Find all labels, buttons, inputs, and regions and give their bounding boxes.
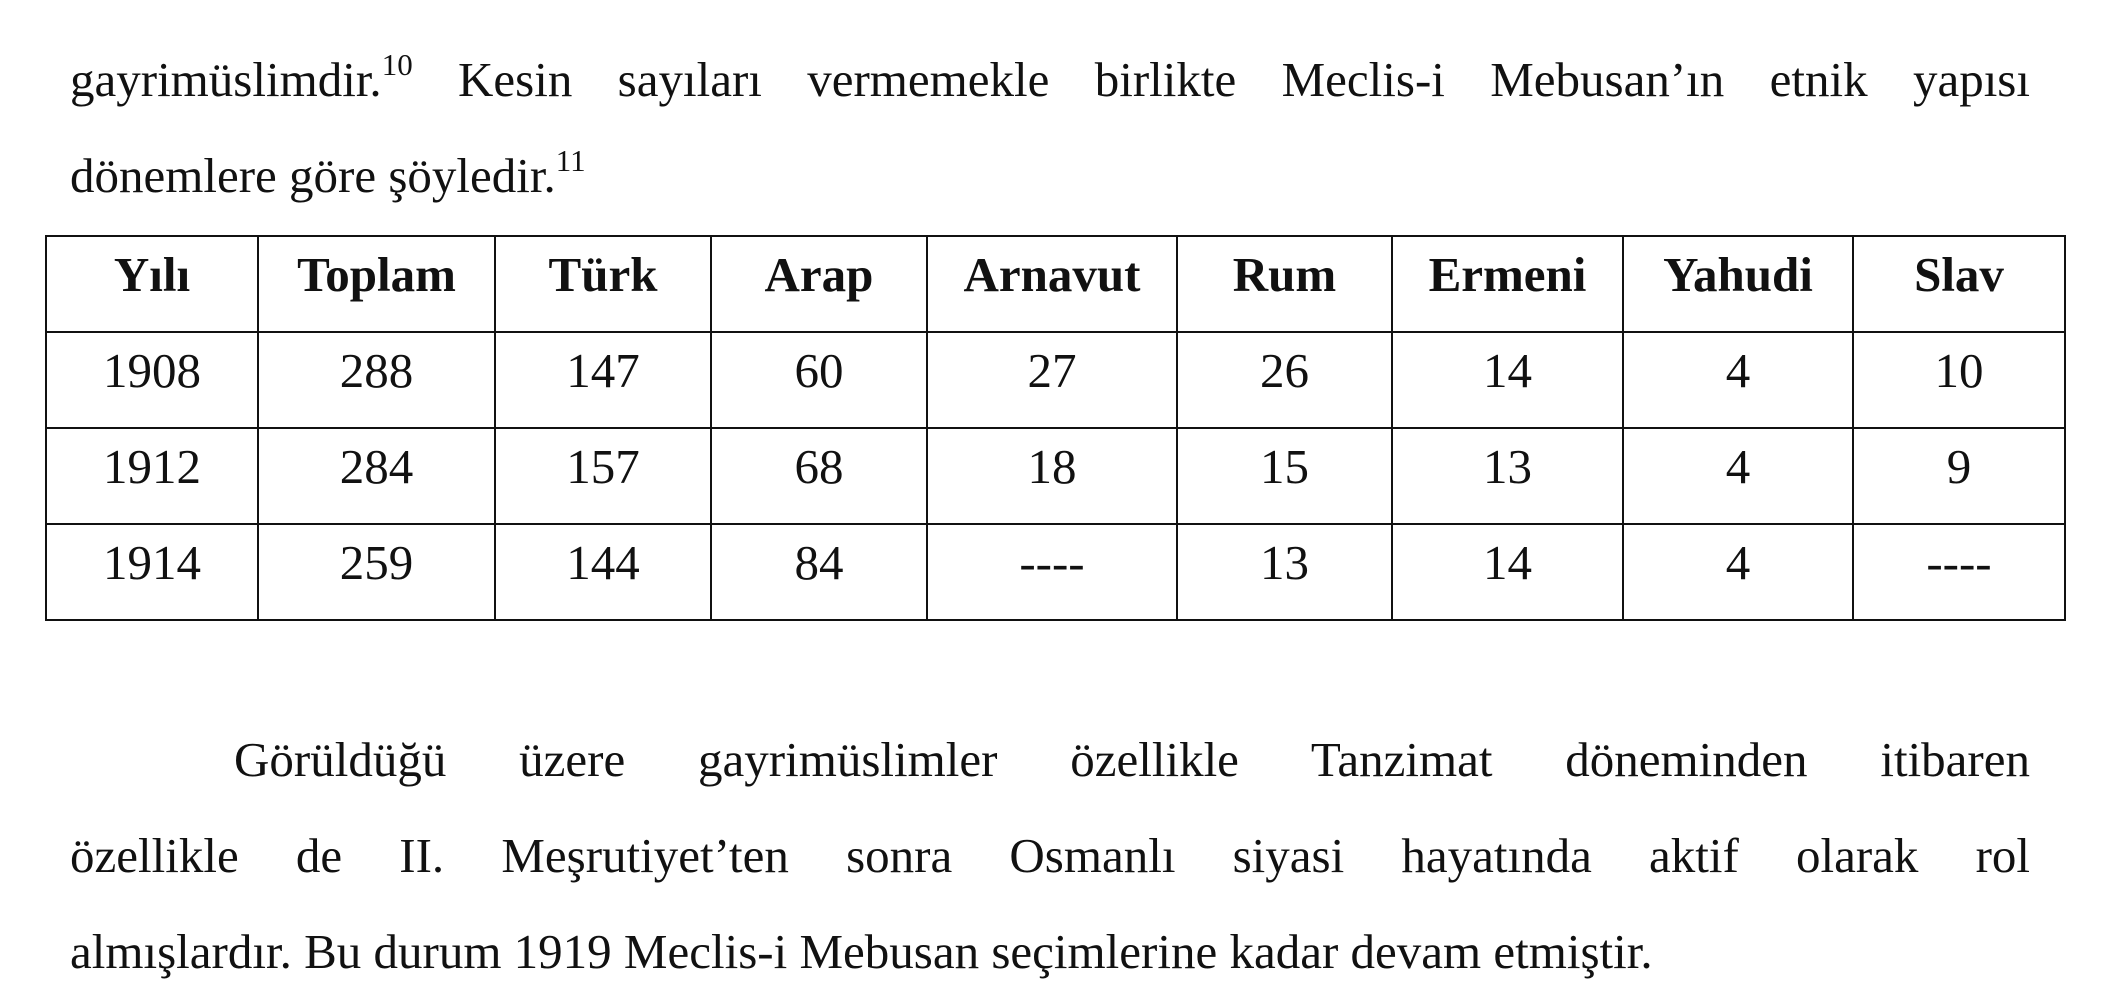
ethnic-composition-table [45, 235, 2066, 621]
table-cell: 15 [1177, 428, 1392, 524]
table-cell: 14 [1392, 332, 1623, 428]
table-cell: 147 [495, 332, 711, 428]
table-cell: 144 [495, 524, 711, 620]
text-intro-rest: Kesin sayıları vermemekle birlikte Meclis-i Mebusan’ın etnik yapısı [412, 52, 2030, 107]
table-cell: 68 [711, 428, 927, 524]
table-cell: 27 [927, 332, 1177, 428]
table-cell: 259 [258, 524, 495, 620]
header-cell: Yahudi [1623, 236, 1853, 332]
table-cell: 157 [495, 428, 711, 524]
table-cell: ---- [1853, 524, 2065, 620]
header-cell: Arnavut [927, 236, 1177, 332]
paragraph-line-5: almışlardır. Bu durum 1919 Meclis-i Mebusan seçimlerine kadar devam etmiştir. [70, 924, 1653, 979]
table-cell: 4 [1623, 428, 1853, 524]
table-cell: 288 [258, 332, 495, 428]
footnote-ref-10: 10 [381, 46, 413, 82]
paragraph-line-2 [70, 128, 2030, 224]
table-header-row [46, 236, 2065, 332]
header-cell: Ermeni [1392, 236, 1623, 332]
table-row [46, 332, 2065, 428]
paragraph-line-1 [70, 32, 2030, 128]
table-row [46, 428, 2065, 524]
table-cell: 84 [711, 524, 927, 620]
paragraph-line-4: özellikle de II. Meşrutiyet’ten sonra Osmanlı siyasi hayatında aktif olarak rol [70, 828, 2030, 883]
table-cell: 60 [711, 332, 927, 428]
table-cell: 284 [258, 428, 495, 524]
text-lead-in: dönemlere göre şöyledir. [70, 148, 556, 203]
header-cell: Slav [1853, 236, 2065, 332]
table-cell: 1914 [46, 524, 258, 620]
footnote-ref-11: 11 [555, 142, 586, 178]
table-cell: 18 [927, 428, 1177, 524]
header-cell: Rum [1177, 236, 1392, 332]
table-cell: 10 [1853, 332, 2065, 428]
table-cell: 14 [1392, 524, 1623, 620]
header-cell: Arap [711, 236, 927, 332]
header-cell: Türk [495, 236, 711, 332]
table-cell: 4 [1623, 524, 1853, 620]
table-row [46, 524, 2065, 620]
table-cell: 9 [1853, 428, 2065, 524]
table-cell: 4 [1623, 332, 1853, 428]
text-intro: gayrimüslimdir. [70, 52, 382, 107]
table-cell: 1908 [46, 332, 258, 428]
table-cell: ---- [927, 524, 1177, 620]
table-cell: 26 [1177, 332, 1392, 428]
header-cell: Yılı [46, 236, 258, 332]
table-cell: 13 [1177, 524, 1392, 620]
header-cell: Toplam [258, 236, 495, 332]
table-cell: 13 [1392, 428, 1623, 524]
paragraph-line-3: Görüldüğü üzere gayrimüslimler özellikle Tanzimat döneminden itibaren [234, 732, 2030, 787]
table-cell: 1912 [46, 428, 258, 524]
